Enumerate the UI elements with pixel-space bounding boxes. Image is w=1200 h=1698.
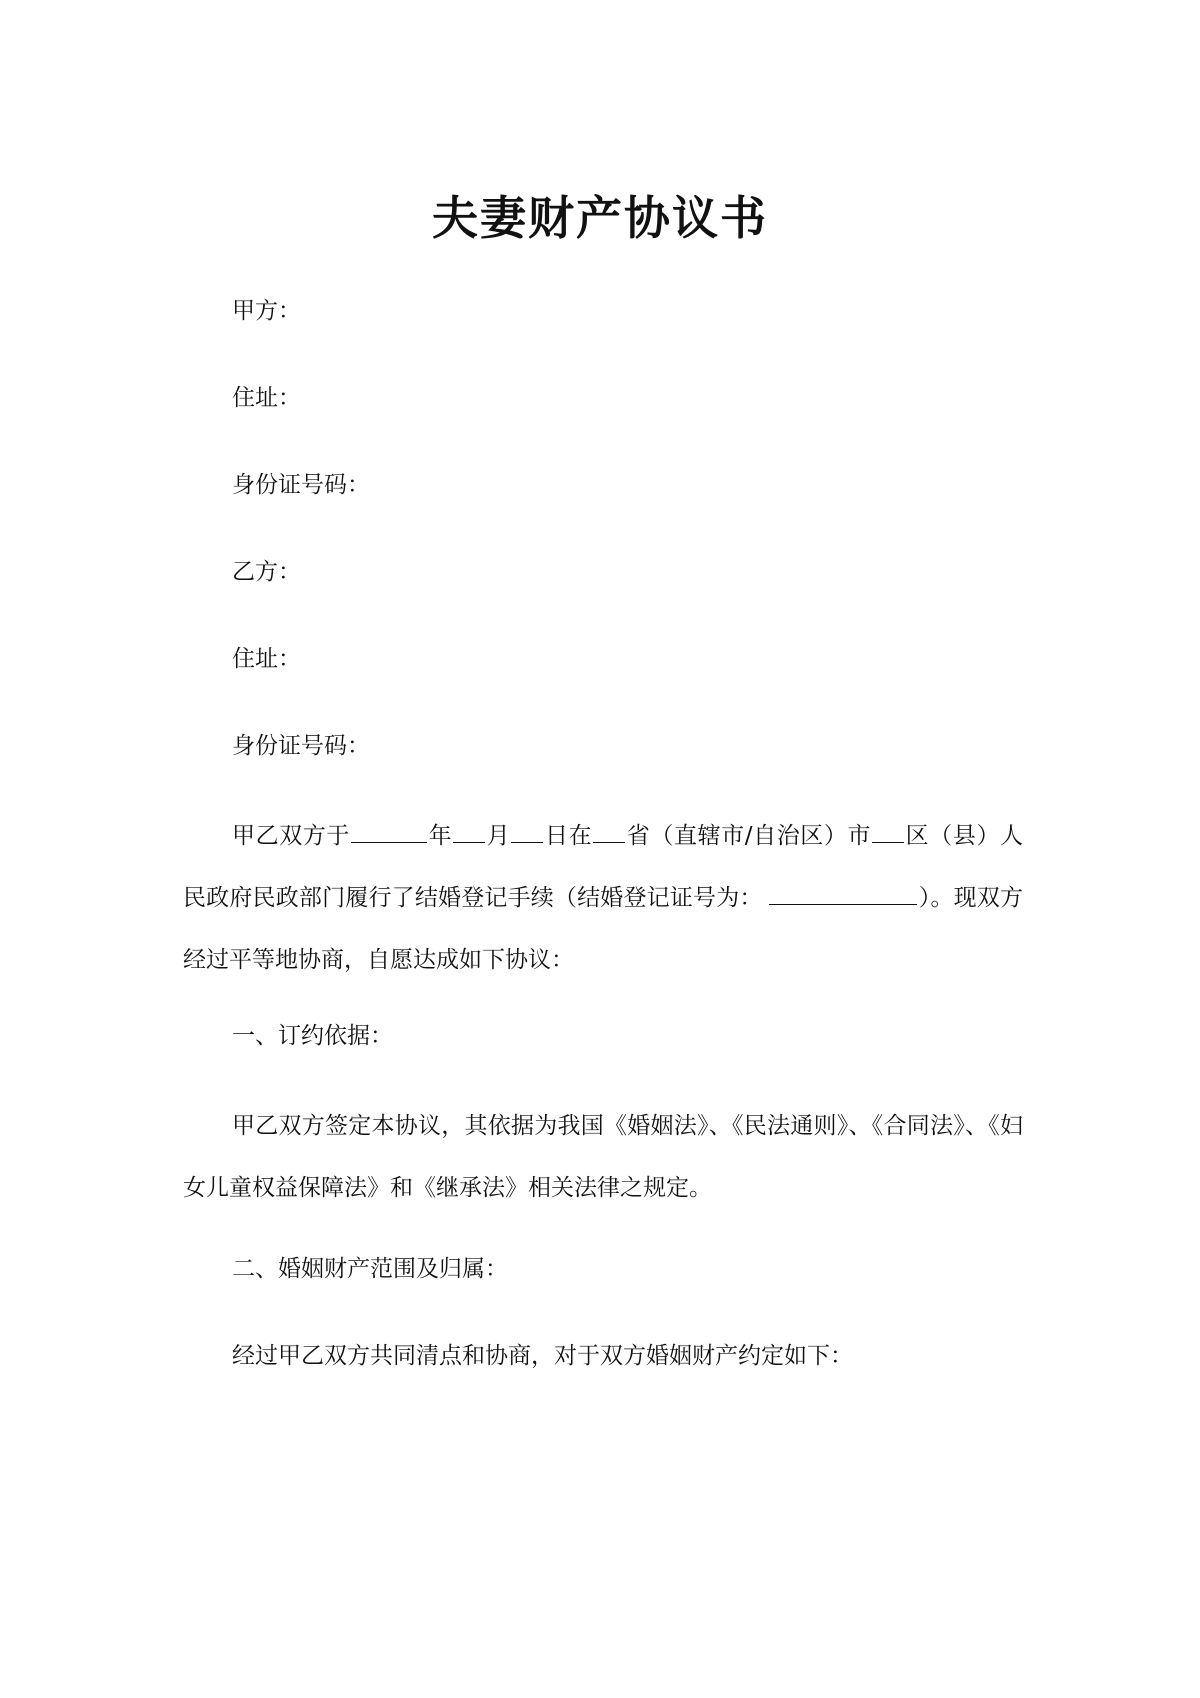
intro-text-6: 区（县）人民政府民政部门履行了结婚登记手续（结婚登记证号为： bbox=[183, 823, 1024, 911]
intro-text-3: 月 bbox=[486, 823, 511, 849]
party-a-id-label: 身份证号码： bbox=[232, 472, 370, 498]
party-b-address-label: 住址： bbox=[232, 646, 301, 672]
intro-text-2: 年 bbox=[427, 823, 453, 849]
year-blank bbox=[351, 822, 427, 843]
intro-text-5: 省（直辖市/自治区）市 bbox=[626, 823, 872, 849]
party-a-label: 甲方： bbox=[232, 298, 301, 324]
section-1-heading: 一、订约依据： bbox=[232, 1023, 393, 1049]
intro-paragraph bbox=[183, 805, 1023, 991]
party-b-id-label: 身份证号码： bbox=[232, 733, 370, 759]
intro-text-7: ）。现双方经过平等地协商，自愿达成如下协议： bbox=[183, 885, 1024, 973]
district-blank bbox=[872, 822, 904, 843]
day-blank bbox=[511, 822, 543, 843]
certificate-number-blank bbox=[769, 884, 917, 905]
section-2-heading: 二、婚姻财产范围及归属： bbox=[232, 1256, 508, 1282]
section-2-body: 经过甲乙双方共同清点和协商，对于双方婚姻财产约定如下： bbox=[232, 1343, 853, 1369]
intro-text-4: 日在 bbox=[544, 823, 593, 849]
party-b-label: 乙方： bbox=[232, 559, 301, 585]
province-blank bbox=[593, 822, 625, 843]
party-a-address-label: 住址： bbox=[232, 385, 301, 411]
month-blank bbox=[453, 822, 485, 843]
intro-text-1: 甲乙双方于 bbox=[232, 823, 350, 849]
section-1-body: 甲乙双方签定本协议，其依据为我国《婚姻法》、《民法通则》、《合同法》、《妇女儿童权益保障法》和《继承法》相关法律之规定。 bbox=[183, 1113, 1023, 1201]
document-title: 夫妻财产协议书 bbox=[432, 191, 768, 245]
